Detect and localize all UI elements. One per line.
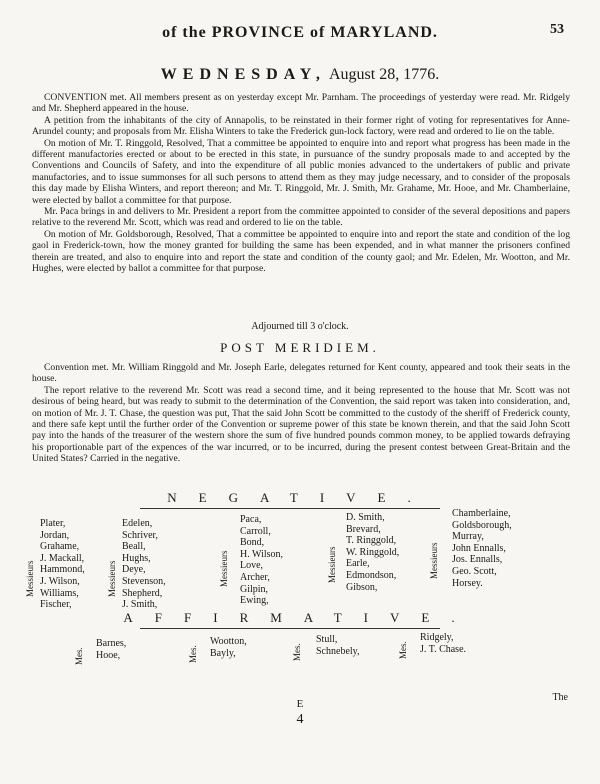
voter-name: Jordan, [40,529,70,541]
voter-name: Hooe, [96,649,121,661]
voter-name: Ewing, [240,595,269,607]
voter-name: John Ennalls, [452,542,506,554]
voter-name: Stull, [316,634,338,645]
voter-name: Archer, [240,571,270,583]
voter-name: Paca, [240,514,262,525]
post-meridiem-heading: POST MERIDIEM. [220,340,380,355]
voter-name: Ridgely, [420,632,454,643]
voter-name: Fischer, [40,599,72,611]
date-text: August 28, 1776. [328,66,440,83]
voter-name: W. Ringgold, [346,546,400,558]
voter-name: Earle, [346,558,370,570]
paragraph: Convention met. Mr. William Ringgold and Mr. Joseph Earle, delegates returned for Kent county, appeared and took their seats in the house. [32,362,570,385]
voter-name: Bayly, [210,647,236,659]
negative-column-1 [40,518,85,611]
paragraph: CONVENTION met. All members present as on yesterday except Mr. Parnham. The proceedings of yesterday were read. Mr. Ridgely and Mr. Shepherd appeared in the house. [32,92,570,115]
afternoon-proceedings [32,362,570,465]
voter-name: Shepherd, [122,587,163,599]
affirmative-column-1 [96,638,126,661]
paragraph: On motion of Mr. T. Ringgold, Resolved, That a committee be appointed to enquire into and report what progress has been made in the different manufactories erected or about to be erected in this state, in pursuance of the sundry proposals made to and accepted by the Conventions and Councils of Safety, and into the expenditure of all public monies advanced to the undertakers of public and private manufactories, and to issue summonses for all such persons to attend them as they may judge necessary, and to consider of the proposals this day made by Elisha Winters, and report thereon; and Mr. T. Ringgold, Mr. J. Smith, Mr. Grahame, Mr. Hooe, and Mr. Chamberlaine, were elected by ballot a committee for that purpose. [32,137,570,206]
voter-name: J. Wilson, [40,575,80,587]
messieurs-label: Messieurs [327,546,337,583]
voter-name: Edmondson, [346,569,397,581]
negative-column-4 [346,512,399,593]
paragraph: On motion of Mr. Goldsborough, Resolved, That a committee be appointed to enquire into and report the state and condition of the log gaol in Frederick-town, how the money granted for building the same has been expended, and in what manner the prisoners confined therein are treated, and also to enquire into and report the state and condition of the county gaol; and Mr. Edelen, Mr. Wootton, and Mr. Hughes, were elected by ballot a committee for that purpose. [32,228,570,275]
voter-name: Gibson, [346,581,378,593]
voter-name: Stevenson, [122,575,166,587]
negative-column-2 [122,518,166,611]
affirmative-heading: AFFIRMATIVE. [123,610,477,625]
voter-name: Chamberlaine, [452,508,511,519]
voter-name: Carroll, [240,525,271,537]
mes-label: Mes. [398,641,408,659]
voter-name: Brevard, [346,523,381,535]
voter-name: T. Ringgold, [346,535,397,547]
mes-label: Mes. [292,643,302,661]
negative-column-5 [452,508,512,589]
voter-name: Plater, [40,518,66,529]
messieurs-label: Messieurs [25,560,35,597]
voter-name: Hammond, [40,564,85,576]
adjourned-note: Adjourned till 3 o'clock. [251,321,349,332]
voter-name: Grahame, [40,541,80,553]
voter-name: J. Smith, [122,599,158,611]
voter-name: Schriver, [122,529,158,541]
voter-name: J. T. Chase. [420,643,467,655]
voter-name: Murray, [452,531,484,543]
date-line [0,66,600,84]
voter-name: H. Wilson, [240,548,284,560]
voter-name: Love, [240,560,264,572]
affirmative-rule [140,628,440,629]
paragraph: A petition from the inhabitants of the city of Annapolis, to be reinstated in their former right of voting for representatives for Anne-Arundel county; and proposals from Mr. Elisha Winters to take the Frederick gun-lock factory, were read and ordered to lie on the table. [32,114,570,138]
affirmative-column-3 [316,634,360,657]
voter-name: Barnes, [96,638,127,649]
page-number: 53 [550,22,564,37]
paragraph: Mr. Paca brings in and delivers to Mr. President a report from the committee appointed to consider of the several depositions and papers relative to the reverend Mr. Scott, which was read and ordered to lie on the table. [32,206,570,229]
voter-name: Gilpin, [240,583,269,595]
footer-mark: 4 [296,712,304,727]
paragraph: The report relative to the reverend Mr. Scott was read a second time, and it being represented to the house that Mr. Scott was not desirous of being heard, but was ready to submit to the determination of the Convention, the said report was taken into consideration, and, on motion of Mr. J. T. Chase, the question was put, That the said John Scott be committed to the custody of the sheriff of Frederick county, and there safe kept until the further order of the Convention or supreme power of this state be known therein, and that the said John Scott pay into the hands of the treasurer of the western shore the sum of five hundred pounds common money, to be applied towards defraying his proportionable part of the expences of the war incurred, or to be incurred, during the present contest between Great-Britain and the United States? Carried in the negative. [32,384,570,465]
running-head: of the PROVINCE of MARYLAND. [162,24,438,41]
messieurs-label: Messieurs [107,560,117,597]
voter-name: Deye, [122,564,146,576]
messieurs-label: Messieurs [219,550,229,587]
negative-rule [140,508,440,509]
voter-name: Beall, [122,541,146,553]
affirmative-column-2 [210,636,247,659]
voter-name: J. Mackall, [40,552,85,564]
mes-label: Mes. [74,647,84,665]
voter-name: D. Smith, [346,512,385,523]
voter-name: Horsey. [452,577,483,589]
mes-label: Mes. [188,645,198,663]
voter-name: Goldsborough, [452,519,512,531]
voter-name: Schnebely, [316,645,360,657]
messieurs-label: Messieurs [429,542,439,579]
negative-column-3 [240,514,283,607]
voter-name: Geo. Scott, [452,565,497,577]
negative-heading: NEGATIVE. [167,490,433,505]
voter-name: Williams, [40,587,79,599]
affirmative-column-4 [420,632,466,655]
voter-name: Hughs, [122,552,151,564]
date-day: WEDNESDAY, [160,66,326,83]
signature-mark: E [296,698,304,710]
voter-name: Jos. Ennalls, [452,554,503,566]
morning-proceedings [32,92,570,275]
voter-name: Bond, [240,537,265,549]
voter-name: Edelen, [122,518,153,529]
voter-name: Wootton, [210,636,247,647]
catchword: The [552,692,568,703]
